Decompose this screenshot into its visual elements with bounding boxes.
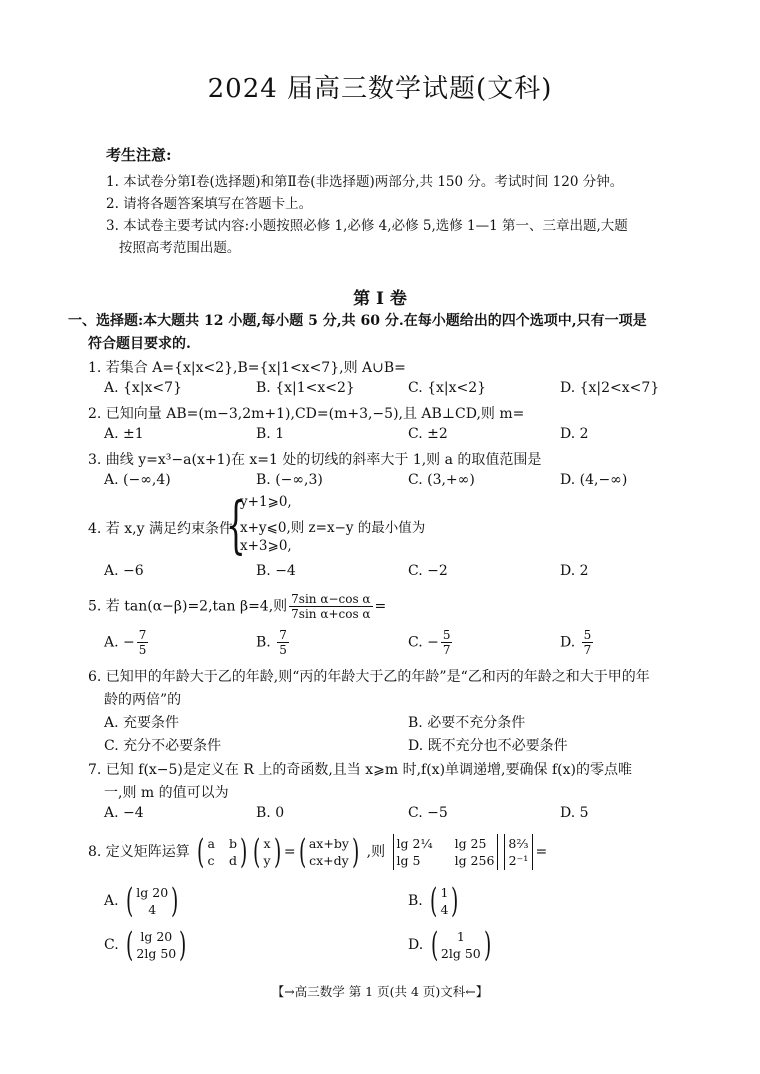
q8-power-vector [508,835,528,869]
q8-d11: lg 2¼ [396,836,433,851]
q8-then: ,则 [366,844,386,860]
q8-option-a-vector [123,881,181,921]
q5-lead: 5. 若 tan(α−β)=2,tan β=4,则 [88,598,288,615]
q1-option-c: C. {x|x<2} [408,380,487,396]
q6-stem-1: 6. 已知甲的年龄大于乙的年龄,则“丙的年龄大于乙的年龄”是“乙和丙的年龄之和大于甲的年 [88,669,650,685]
part1-instruction-1: 一、选择题:本大题共 12 小题,每小题 5 分,共 60 分.在每小题给出的四个选项中,只有一项是 [68,313,647,329]
q5-option-c [408,628,454,657]
q8-m-b: b [228,836,237,851]
left-paren-icon: ( [430,925,438,965]
q6-option-a: A. 充要条件 [104,715,180,731]
q8-option-c-label: C. [104,937,119,953]
q7-stem-1: 7. 已知 f(x−5)是定义在 R 上的奇函数,且当 x⩾m 时,f(x)单调递增,要确保 f(x)的零点唯 [88,762,632,778]
q8-option-b-label: B. [408,893,423,909]
q8-matrix-abcd [208,835,237,869]
q7-stem-2: 一,则 m 的值可以为 [104,785,229,801]
q8-v-x: x [263,836,271,851]
q8-option-c [104,925,190,965]
q8-option-d [408,925,494,965]
q5-option-c-label: C. − [408,634,439,651]
q7-option-d: D. 5 [560,805,589,821]
q8-option-a [104,881,181,921]
q8-result-vector [309,835,349,869]
right-paren-icon: ) [351,832,360,872]
q8-option-b-top: 1 [440,885,449,900]
q4-constraint-3: x+3⩾0, [240,538,292,554]
q8-d21: lg 5 [396,853,421,868]
q8-option-d-label: D. [408,937,424,953]
q5-stem [88,592,386,621]
q2-option-c: C. ±2 [408,426,448,442]
notice-item-4: 按照高考范围出题。 [106,240,241,256]
q5-option-b-fraction [277,628,289,657]
q8-option-d-top: 1 [456,929,465,944]
q8-end-equals: = [535,844,548,860]
q5-option-a-den: 5 [138,643,147,657]
q3-option-d: D. (4,−∞) [560,472,628,488]
q8-given-matrix [390,834,548,870]
q4-constraint-1: y+1⩾0, [240,494,292,510]
right-bar-icon [497,834,498,870]
right-paren-icon: ) [239,832,248,872]
q8-option-b [408,881,462,921]
q4-option-c: C. −2 [408,563,448,579]
q8-d22: lg 256 [454,853,495,868]
q5-option-b [256,628,291,657]
q5-option-a-label: A. − [104,634,135,651]
q5-option-b-num: 7 [279,628,287,642]
q5-option-c-den: 7 [442,643,451,657]
q8-v-y: y [263,853,271,868]
q8-option-d-vector [428,925,494,965]
q5-fraction [289,592,372,621]
notice-item-3: 3. 本试卷主要考试内容:小题按照必修 1,必修 4,必修 5,选修 1—1 第一、三章出题,大题 [106,218,628,234]
q8-lead: 8. 定义矩阵运算 [88,844,190,860]
q8-w1: 8⅔ [508,836,529,851]
notice-item-2: 2. 请将各题答案填写在答题卡上。 [106,196,313,212]
q8-option-b-bottom: 4 [440,902,449,917]
q5-denominator: 7sin α+cos α [291,607,371,621]
q8-option-c-vector [123,925,189,965]
q7-option-b: B. 0 [256,805,285,821]
q8-option-a-top: lg 20 [136,885,169,900]
q5-option-c-num: 5 [442,628,451,642]
q8-vector-xy [264,835,271,869]
right-paren-icon: ) [171,881,179,921]
part1-instruction-2: 符合题目要求的. [88,336,191,352]
q1-option-d: D. {x|2<x<7} [560,380,660,396]
q5-option-d-label: D. [560,634,580,651]
q4-option-a: A. −6 [104,563,144,579]
q3-option-a: A. (−∞,4) [104,472,171,488]
q8-option-c-top: lg 20 [140,929,173,944]
right-paren-icon: ) [483,925,492,965]
q8-option-a-label: A. [104,893,119,909]
q5-option-b-label: B. [256,634,276,651]
q2-option-d: D. 2 [560,426,589,442]
notice-item-1: 1. 本试卷分第Ⅰ卷(选择题)和第Ⅱ卷(非选择题)两部分,共 150 分。考试时间 120 分钟。 [106,174,624,190]
q6-option-d: D. 既不充分也不必要条件 [408,738,568,754]
q5-option-d-fraction [582,628,594,657]
q5-tail: = [374,598,387,615]
left-paren-icon: ( [253,832,261,872]
q8-option-a-bottom: 4 [148,902,157,917]
right-paren-icon: ) [451,881,459,921]
q6-option-c: C. 充分不必要条件 [104,738,222,754]
q4-option-d: D. 2 [560,563,589,579]
q5-option-b-den: 5 [279,643,287,657]
q7-option-c: C. −5 [408,805,448,821]
q6-stem-2: 龄的两倍”的 [104,692,182,708]
q2-option-b: B. 1 [256,426,285,442]
q1-stem: 1. 若集合 A={x|x<2},B={x|1<x<7},则 A∪B= [88,360,406,376]
q8-r2: cx+dy [309,853,349,868]
q5-option-a-num: 7 [138,628,147,642]
left-paren-icon: ( [126,881,134,921]
left-paren-icon: ( [126,925,134,965]
q8-equals: = [283,844,296,860]
q2-stem: 2. 已知向量 AB=(m−3,2m+1),CD=(m+3,−5),且 AB⊥CD,则 m= [88,406,525,422]
q1-option-b: B. {x|1<x<2} [256,380,355,396]
q8-option-d-bottom: 2lg 50 [440,946,481,961]
q2-option-a: A. ±1 [104,426,144,442]
q1-option-a: A. {x|x<7} [104,380,182,396]
notice-heading: 考生注意: [106,146,172,164]
q8-m-d: d [228,853,237,868]
q5-option-c-fraction [441,628,453,657]
q8-option-c-bottom: 2lg 50 [136,946,177,961]
page-footer: 【→高三数学 第 1 页(共 4 页)文科←】 [271,984,489,999]
q6-option-b: B. 必要不充分条件 [408,715,526,731]
q5-option-d [560,628,595,657]
q8-m-a: a [207,836,215,851]
q8-m-c: c [207,853,215,868]
q4-constraint-2: x+y⩽0,则 z=x−y 的最小值为 [240,520,426,536]
page-title: 2024 届高三数学试题(文科) [207,74,553,104]
right-paren-icon: ) [179,925,187,965]
q8-option-b-vector [427,881,461,921]
q5-option-a [104,628,150,657]
right-bar-icon [532,834,533,870]
left-paren-icon: ( [298,832,306,872]
q7-option-a: A. −4 [104,805,144,821]
left-paren-icon: ( [430,881,438,921]
q5-numerator: 7sin α−cos α [291,592,371,606]
q8-d12: lg 25 [454,836,487,851]
q8-stem [88,834,547,870]
left-bar-icon [393,834,394,870]
right-paren-icon: ) [273,832,281,872]
q4-stem: 4. 若 x,y 满足约束条件 [88,521,233,537]
q3-option-b: B. (−∞,3) [256,472,323,488]
q5-option-a-fraction [137,628,149,657]
q3-option-c: C. (3,+∞) [408,472,475,488]
left-bar-icon [504,834,505,870]
q8-r1: ax+by [308,836,349,851]
q8-w2: 2⁻¹ [508,853,529,868]
q5-option-d-den: 7 [583,643,592,657]
q4-option-b: B. −4 [256,563,296,579]
left-brace-icon: { [226,488,246,561]
section-title: 第 Ⅰ 卷 [353,289,407,309]
q5-option-d-num: 5 [583,628,592,642]
q8-lg-matrix [397,835,495,869]
left-paren-icon: ( [197,832,205,872]
q3-stem: 3. 曲线 y=x³−a(x+1)在 x=1 处的切线的斜率大于 1,则 a 的取值范围是 [88,452,542,468]
q8-matrix-def [194,832,362,872]
